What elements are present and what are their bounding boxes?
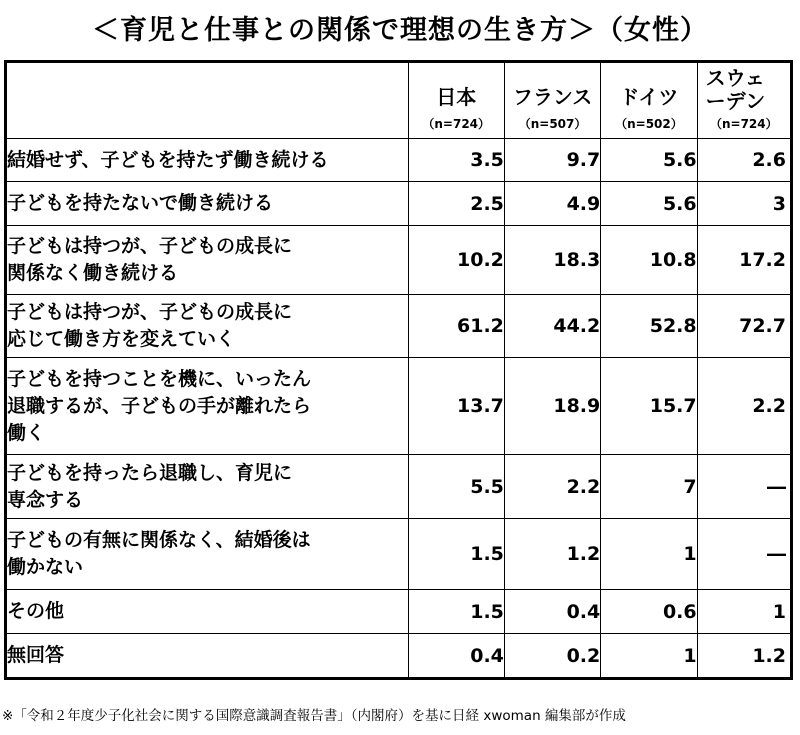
row-label-line1: 子どもを持ったら退職し、育児に — [7, 461, 293, 484]
value-cell: 1.2 — [504, 519, 600, 590]
value-cell: 61.2 — [408, 295, 504, 358]
value-cell: 18.3 — [504, 226, 600, 295]
value-cell: 1 — [601, 634, 697, 679]
row-label-line2: 応じて働き方を変えていく — [7, 328, 236, 350]
country-name-line1: スウェ — [705, 66, 765, 90]
value-cell: 2.2 — [697, 358, 791, 455]
header-sweden — [697, 62, 791, 139]
value-cell: 10.2 — [408, 226, 504, 295]
sample-size: （n=724） — [709, 117, 778, 131]
table-row — [6, 590, 792, 634]
row-label-line1: 子どもは持つが、子どもの成長に — [7, 301, 293, 323]
value-cell: ― — [697, 455, 791, 519]
value-cell: 1.5 — [408, 519, 504, 590]
row-label — [6, 519, 409, 590]
value-cell: 2.5 — [408, 182, 504, 226]
country-name: 日本 — [436, 85, 477, 109]
country-name-line2: ーデン — [705, 89, 766, 113]
value-cell: 1 — [601, 519, 697, 590]
row-label — [6, 226, 409, 295]
value-cell: 0.6 — [601, 590, 697, 634]
table-row — [6, 295, 792, 358]
value-cell: 1 — [697, 590, 791, 634]
table-row — [6, 182, 792, 226]
value-cell: 0.4 — [504, 590, 600, 634]
sample-size: （n=724） — [422, 117, 491, 131]
country-name — [698, 63, 790, 113]
row-label — [6, 358, 409, 455]
sample-size: （n=507） — [518, 117, 587, 131]
page-title: ＜育児と仕事との関係で理想の生き方＞（女性） — [92, 15, 708, 46]
value-cell: 17.2 — [697, 226, 791, 295]
row-label-line2: 働かない — [7, 556, 84, 578]
value-cell: 9.7 — [504, 139, 600, 182]
value-cell: 0.4 — [408, 634, 504, 679]
value-cell: 18.9 — [504, 358, 600, 455]
row-label-line2: 関係なく働き続ける — [7, 262, 179, 284]
row-label-line1: 子どもは持つが、子どもの成長に — [7, 235, 293, 257]
header-blank-cell — [6, 62, 409, 139]
table-row — [6, 226, 792, 295]
table-row — [6, 455, 792, 519]
row-label: 結婚せず、子どもを持たず働き続ける — [6, 139, 409, 182]
value-cell: 2.2 — [504, 455, 600, 519]
value-cell: 15.7 — [601, 358, 697, 455]
value-cell: 13.7 — [408, 358, 504, 455]
value-cell: 2.6 — [697, 139, 791, 182]
value-cell: 5.6 — [601, 139, 697, 182]
row-label-line1: 子どもを持つことを機に、いったん — [7, 367, 312, 390]
header-row — [6, 62, 792, 139]
table-row — [6, 634, 792, 679]
value-cell: 0.2 — [504, 634, 600, 679]
header-germany — [601, 62, 697, 139]
row-label — [6, 295, 409, 358]
row-label-line1: 子どもの有無に関係なく、結婚後は — [7, 529, 311, 551]
header-japan — [408, 62, 504, 139]
row-label: 子どもを持たないで働き続ける — [6, 182, 409, 226]
value-cell: 5.5 — [408, 455, 504, 519]
sample-size: （n=502） — [615, 117, 683, 131]
value-cell: 10.8 — [601, 226, 697, 295]
table-row — [6, 519, 792, 590]
table-row — [6, 358, 792, 455]
row-label: 無回答 — [6, 634, 409, 679]
value-cell: 7 — [601, 455, 697, 519]
value-cell: 52.8 — [601, 295, 697, 358]
value-cell: 1.2 — [697, 634, 791, 679]
table-row — [6, 139, 792, 182]
value-cell: 1.5 — [408, 590, 504, 634]
row-label-line2: 退職するが、子どもの手が離れたら — [7, 394, 312, 417]
value-cell: ― — [697, 519, 791, 590]
value-cell: 72.7 — [697, 295, 791, 358]
country-name: フランス — [512, 85, 593, 109]
row-label-line3: 働く — [7, 421, 46, 444]
source-footnote: ※「令和２年度少子化社会に関する国際意識調査報告書」（内閣府）を基に日経 xwoman 編集部が作成 — [2, 708, 626, 724]
value-cell: 3 — [697, 182, 791, 226]
value-cell: 3.5 — [408, 139, 504, 182]
row-label-line2: 専念する — [7, 488, 84, 511]
value-cell: 44.2 — [504, 295, 600, 358]
value-cell: 5.6 — [601, 182, 697, 226]
survey-table — [4, 60, 793, 680]
row-label — [6, 455, 409, 519]
header-france — [504, 62, 600, 139]
row-label: その他 — [6, 590, 409, 634]
value-cell: 4.9 — [504, 182, 600, 226]
country-name: ドイツ — [619, 85, 679, 109]
